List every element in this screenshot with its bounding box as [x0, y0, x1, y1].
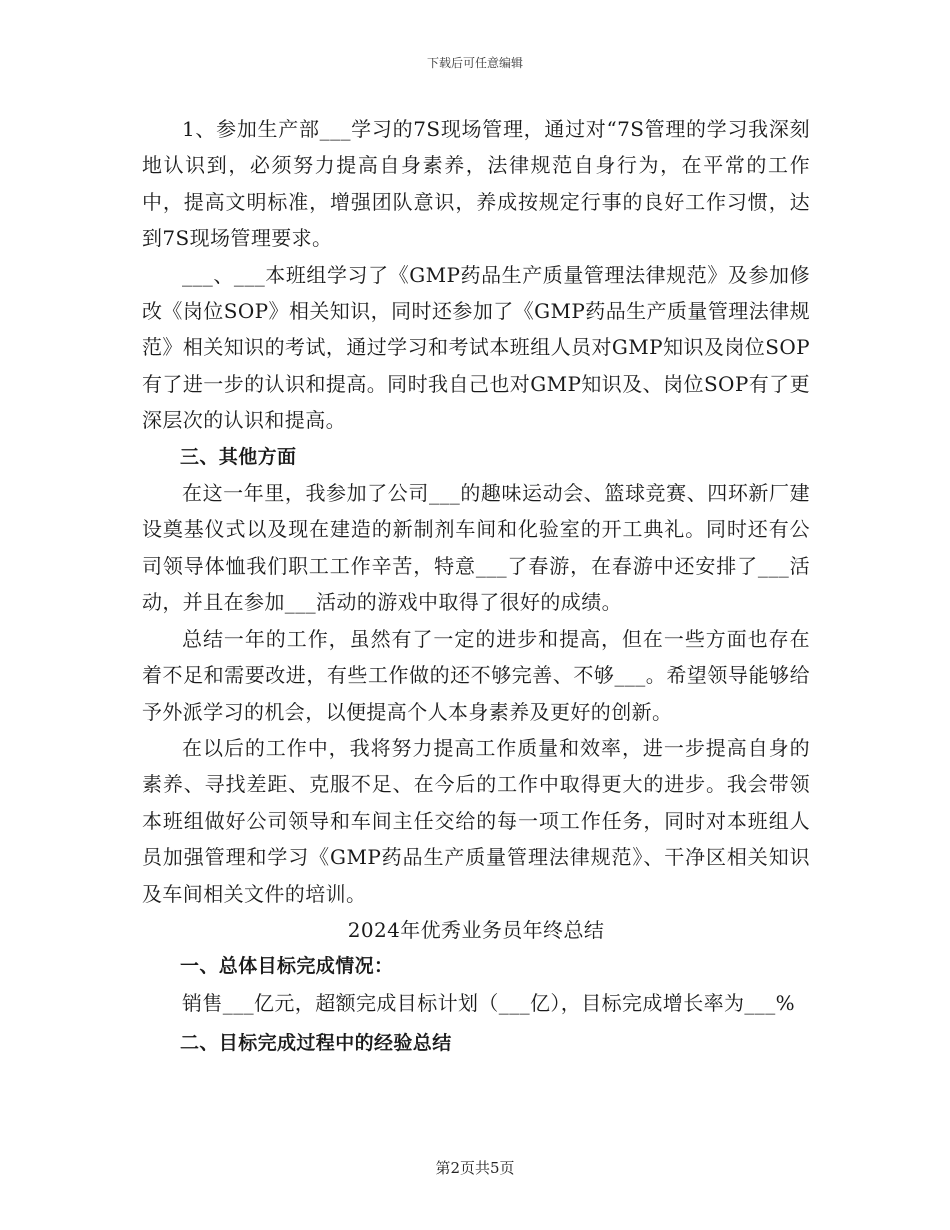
document-body [142, 111, 810, 1062]
section-heading-experience: 二、目标完成过程中的经验总结 [180, 1032, 452, 1055]
document-title: 2024年优秀业务员年终总结 [347, 917, 605, 942]
paragraph-year-summary: 总结一年的工作，虽然有了一定的进步和提高，但在一些方面也存在着不足和需要改进，有些工作做的还不够完善、不够___。希望领导能够给予外派学习的机会，以便提高个人本身素养及更好的创新。 [142, 626, 810, 724]
section-heading-goals: 一、总体目标完成情况： [180, 955, 394, 978]
paragraph-sales-figures: 销售___亿元，超额完成目标计划（___亿），目标完成增长率为___% [182, 990, 796, 1015]
paragraph-future-work: 在以后的工作中，我将努力提高工作质量和效率，进一步提高自身的素养、寻找差距、克服不足、在今后的工作中取得更大的进步。我会带领本班组做好公司领导和车间主任交给的每一项工作任务，同时对本班组人员加强管理和学习《GMP药品生产质量管理法律规范》、干净区相关知识及车间相关文件的培训。 [142, 735, 810, 906]
section-heading-other: 三、其他方面 [180, 445, 297, 468]
page-number-footer: 第2页共5页 [435, 1159, 515, 1177]
paragraph-company-activities: 在这一年里，我参加了公司___的趣味运动会、篮球竞赛、四环新厂建设奠基仪式以及现在建造的新制剂车间和化验室的开工典礼。同时还有公司领导体恤我们职工工作辛苦，特意___了春游，在春游中还安排了___活动，并且在参加___活动的游戏中取得了很好的成绩。 [142, 481, 810, 615]
paragraph-7s-management: 1、参加生产部___学习的7S现场管理，通过对“7S管理的学习我深刻地认识到，必须努力提高自身素养，法律规范自身行为，在平常的工作中，提高文明标准，增强团队意识，养成按规定行事的良好工作习惯，达到7S现场管理要求。 [142, 117, 810, 251]
header-note: 下载后可任意编辑 [426, 56, 523, 70]
paragraph-gmp-study: ___、___本班组学习了《GMP药品生产质量管理法律规范》及参加修改《岗位SOP》相关知识，同时还参加了《GMP药品生产质量管理法律规范》相关知识的考试，通过学习和考试本班组人员对GMP知识及岗位SOP有了进一步的认识和提高。同时我自己也对GMP知识及、岗位SOP有了更深层次的认识和提高。 [142, 262, 810, 433]
